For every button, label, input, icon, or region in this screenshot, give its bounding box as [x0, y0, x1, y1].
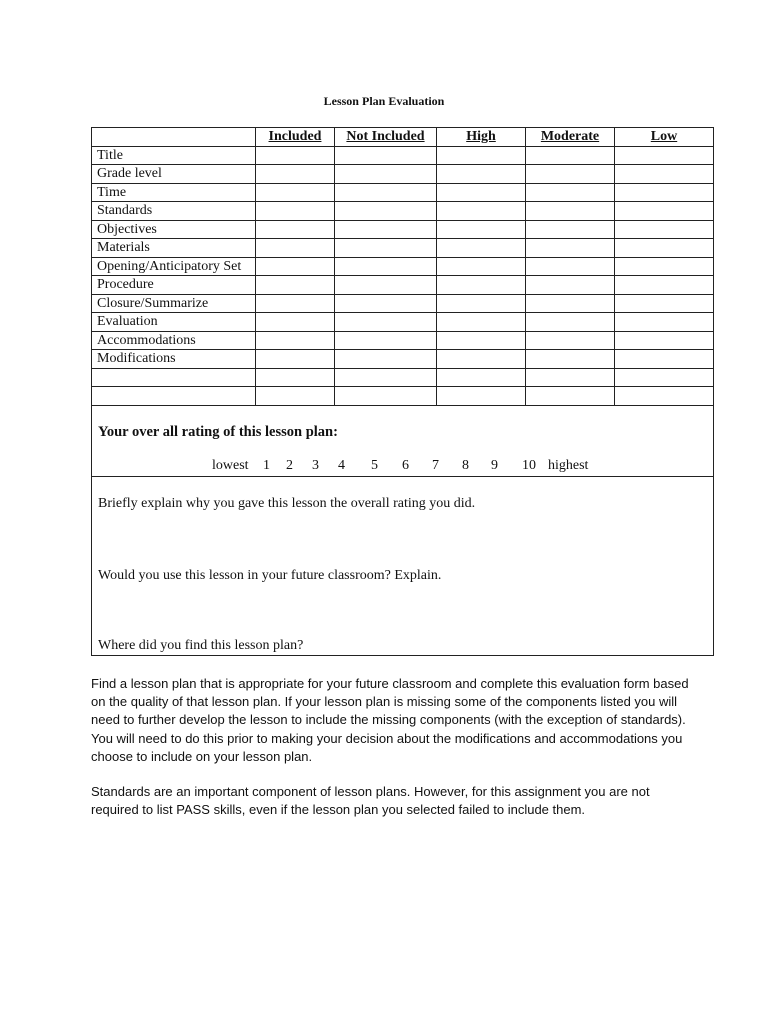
rating-cell[interactable] [615, 239, 714, 258]
row-label: Accommodations [92, 331, 256, 350]
page-title: Lesson Plan Evaluation [323, 94, 445, 108]
row-label [92, 387, 256, 406]
table-row [92, 350, 714, 369]
rating-cell[interactable] [437, 165, 526, 184]
table-row [92, 257, 714, 276]
rating-cell[interactable] [335, 257, 437, 276]
rating-cell[interactable] [526, 220, 615, 239]
rating-cell[interactable] [335, 387, 437, 406]
rating-cell[interactable] [526, 350, 615, 369]
rating-cell[interactable] [335, 165, 437, 184]
rating-cell[interactable] [526, 368, 615, 387]
rating-cell[interactable] [437, 257, 526, 276]
table-row [92, 239, 714, 258]
rating-section [91, 405, 714, 477]
scale-number[interactable]: 8 [462, 458, 469, 473]
rating-cell[interactable] [256, 202, 335, 221]
rating-cell[interactable] [526, 387, 615, 406]
rating-cell[interactable] [437, 313, 526, 332]
rating-cell[interactable] [526, 202, 615, 221]
rating-cell[interactable] [335, 239, 437, 258]
table-header-row [92, 128, 714, 147]
rating-cell[interactable] [335, 331, 437, 350]
header-moderate: Moderate [526, 128, 615, 147]
evaluation-table [91, 127, 714, 406]
header-high: High [437, 128, 526, 147]
rating-cell[interactable] [256, 387, 335, 406]
row-label: Closure/Summarize [92, 294, 256, 313]
rating-cell[interactable] [437, 276, 526, 295]
rating-cell[interactable] [256, 239, 335, 258]
row-label: Materials [92, 239, 256, 258]
row-label: Title [92, 146, 256, 165]
rating-cell[interactable] [256, 257, 335, 276]
rating-cell[interactable] [437, 146, 526, 165]
rating-cell[interactable] [615, 294, 714, 313]
scale-number[interactable]: 10 [522, 458, 536, 473]
rating-cell[interactable] [256, 350, 335, 369]
rating-cell[interactable] [256, 220, 335, 239]
standards-paragraph: Standards are an important component of lesson plans. However, for this assignment you are not required to list PASS skills, even if the lesson plan you selected failed to include them. [91, 784, 650, 818]
rating-cell[interactable] [615, 331, 714, 350]
rating-cell[interactable] [437, 368, 526, 387]
rating-cell[interactable] [256, 276, 335, 295]
rating-cell[interactable] [256, 294, 335, 313]
rating-cell[interactable] [335, 220, 437, 239]
rating-cell[interactable] [256, 183, 335, 202]
rating-cell[interactable] [615, 257, 714, 276]
row-label: Standards [92, 202, 256, 221]
row-label: Grade level [92, 165, 256, 184]
table-row [92, 294, 714, 313]
row-label: Evaluation [92, 313, 256, 332]
rating-cell[interactable] [526, 146, 615, 165]
rating-cell[interactable] [335, 313, 437, 332]
question-rating-explanation: Briefly explain why you gave this lesson the overall rating you did. [98, 496, 476, 511]
table-row [92, 202, 714, 221]
row-label: Objectives [92, 220, 256, 239]
scale-number[interactable]: 9 [491, 458, 498, 473]
rating-cell[interactable] [526, 313, 615, 332]
rating-cell[interactable] [615, 202, 714, 221]
table-row [92, 146, 714, 165]
table-row [92, 331, 714, 350]
rating-cell[interactable] [256, 368, 335, 387]
table-row [92, 387, 714, 406]
rating-cell[interactable] [437, 239, 526, 258]
rating-cell[interactable] [615, 165, 714, 184]
rating-cell[interactable] [256, 165, 335, 184]
rating-cell[interactable] [615, 387, 714, 406]
table-row [92, 276, 714, 295]
header-not-included: Not Included [335, 128, 437, 147]
rating-cell[interactable] [256, 146, 335, 165]
table-row [92, 313, 714, 332]
scale-number[interactable]: 7 [432, 458, 439, 473]
rating-cell[interactable] [615, 313, 714, 332]
rating-cell[interactable] [256, 331, 335, 350]
rating-cell[interactable] [526, 294, 615, 313]
rating-cell[interactable] [615, 146, 714, 165]
row-label [92, 368, 256, 387]
header-low: Low [615, 128, 714, 147]
rating-cell[interactable] [615, 220, 714, 239]
scale-number[interactable]: 2 [286, 458, 293, 473]
table-row [92, 368, 714, 387]
rating-cell[interactable] [335, 350, 437, 369]
table-row [92, 220, 714, 239]
rating-cell[interactable] [615, 350, 714, 369]
rating-cell[interactable] [526, 331, 615, 350]
instructions-paragraph: Find a lesson plan that is appropriate for your future classroom and complete this evaluation form based on the quality of that lesson plan. If your lesson plan is missing some of the components listed you will need to further develop the lesson to include the missing components (with the exception of standards). You will need to do this prior to making your decision about the modifications and accommodations you choose to include on your lesson plan. [91, 676, 689, 764]
rating-cell[interactable] [526, 257, 615, 276]
row-label: Opening/Anticipatory Set [92, 257, 256, 276]
rating-cell[interactable] [335, 202, 437, 221]
header-included: Included [256, 128, 335, 147]
question-source: Where did you find this lesson plan? [98, 638, 304, 653]
rating-cell[interactable] [335, 183, 437, 202]
table-row [92, 183, 714, 202]
rating-cell[interactable] [335, 294, 437, 313]
rating-cell[interactable] [437, 183, 526, 202]
rating-cell[interactable] [437, 387, 526, 406]
header-blank [92, 128, 256, 147]
rating-cell[interactable] [526, 183, 615, 202]
scale-number[interactable]: 5 [371, 458, 378, 473]
rating-cell[interactable] [335, 276, 437, 295]
rating-cell[interactable] [615, 368, 714, 387]
row-label: Modifications [92, 350, 256, 369]
rating-cell[interactable] [437, 202, 526, 221]
row-label: Time [92, 183, 256, 202]
rating-cell[interactable] [526, 165, 615, 184]
rating-cell[interactable] [615, 183, 714, 202]
rating-cell[interactable] [437, 294, 526, 313]
rating-cell[interactable] [526, 239, 615, 258]
scale-number[interactable]: 1 [263, 458, 270, 473]
table-row [92, 165, 714, 184]
rating-cell[interactable] [335, 146, 437, 165]
scale-number[interactable]: 3 [312, 458, 319, 473]
scale-number[interactable]: 6 [402, 458, 409, 473]
row-label: Procedure [92, 276, 256, 295]
rating-cell[interactable] [526, 276, 615, 295]
rating-label: Your over all rating of this lesson plan: [98, 424, 338, 440]
rating-cell[interactable] [335, 368, 437, 387]
rating-cell[interactable] [437, 350, 526, 369]
rating-cell[interactable] [437, 331, 526, 350]
scale-lowest: lowest [212, 458, 249, 473]
scale-number[interactable]: 4 [338, 458, 345, 473]
rating-cell[interactable] [256, 313, 335, 332]
rating-cell[interactable] [437, 220, 526, 239]
rating-cell[interactable] [615, 276, 714, 295]
questions-section [91, 476, 714, 656]
scale-highest: highest [548, 458, 589, 473]
question-future-use: Would you use this lesson in your future classroom? Explain. [98, 568, 442, 583]
